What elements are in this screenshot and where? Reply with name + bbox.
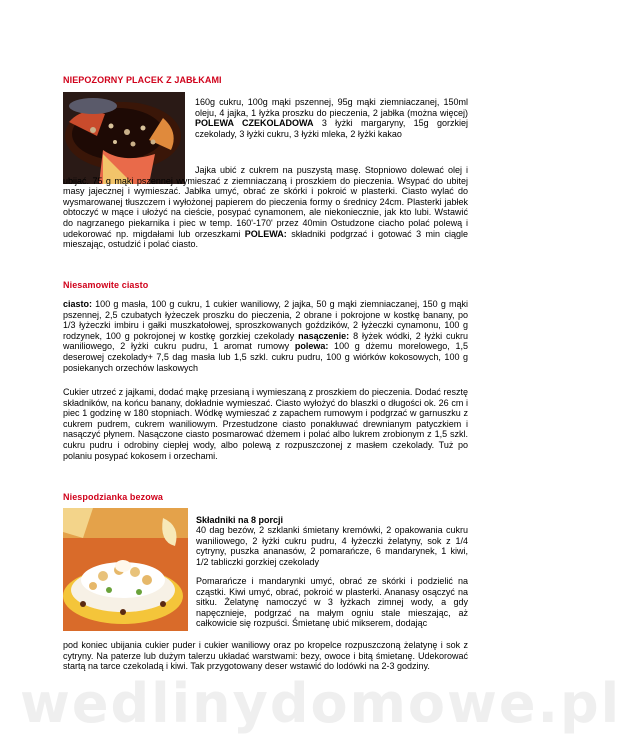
placek-ingredients-text: 160g cukru, 100g mąki pszennej, 95g mąki ziemniaczanej, 150ml oleju, 4 jajka, 1 łyżka proszku do pieczenia, 2 jabłka (można więcej) [195, 97, 468, 118]
polewa-method-label: POLEWA: [244, 228, 287, 239]
bezowa-method-right: Pomarańcze i mandarynki umyć, obrać ze skórki i podzielić na cząstki. Kiwi umyć, obrać, pokroić w plasterki. Ananasy osączyć na sitku. Żelatynę namoczyć w 3 łyżkach zimnej wody, a gdy napęcznieje, podgrzać na małym ogniu stale mieszając, aż całkowicie się rozpuści. Śmietanę ubić mikserem, dodając [196, 576, 468, 629]
polewa-text: 100 g dżemu morelowego, 1,5 deserowej czekolady+ 7,5 dag masła lub 1,5 szkl. cukru pudru, 100 g wiórków kokosowych, 100 g posiekanych orzechów laskowych [63, 341, 468, 373]
niesamowite-method: Cukier utrzeć z jajkami, dodać mąkę przesianą i wymieszaną z proszkiem do pieczenia. Dodać resztę składników, na końcu banany, dokładnie wymieszać. Ciasto wyłożyć do blaszki o długości ok. 26 cm i piec 1 godzinę w 180 stopniach. Wódkę wymieszać z zapachem rumowym i podgrzać w garnuszku z cukrem pudrem, cukrem waniliowym. Przestudzone ciasto ponakłuwać drewnianym patyczkiem i nasączyć płynem. Nasączone ciasto posmarować dżemem i polać albo lukrem zrobionym z 1,5 szkl. cukru pudru i odrobiny ciepłej wody, albo polewą z rozpuszczonej z masłem czekolady. Tuż po polaniu posypać kokosem i orzechami. [63, 387, 468, 461]
recipe-title-placek: NIEPOZORNY PLACEK Z JABŁKAMI [63, 75, 222, 85]
polewa-method-text: składniki podgrzać i gotować 3 min ciągle mieszając, ostudzić i polać ciasto. [63, 228, 468, 250]
recipe-title-niesamowite: Niesamowite ciasto [63, 280, 149, 290]
photo-meringue-dessert [63, 508, 188, 631]
polewa-label: polewa: [294, 341, 329, 352]
bezowa-method-full: pod koniec ubijania cukier puder i cukier waniliowy oraz po kropelce rozpuszczoną żelatynę i sok z cytryny. Na paterze lub dużym talerzu układać warstwami: bezy, owoce i bitą śmietanę. Udekorować startą na tarce czekoladą i kiwi. Tak przygotowany deser wstawić do lodówki na 2-3 godziny. [63, 640, 468, 672]
ciasto-text: 100 g masła, 100 g cukru, 1 cukier waniliowy, 2 jajka, 50 g mąki ziemniaczanej, 150 g mąki pszennej, 2,5 czubatych łyżeczek proszku do pieczenia, 2 obrane i pokrojone w kostkę banany, po 1/3 łyżeczki imbiru i gałki muszkatołowej, sproszkowanych goździków, 2 łyżeczki cynamonu, 100 g rodzynek, 100 g pokrojonej w kostkę gorzkiej czekolady [63, 299, 468, 341]
nasaczenie-text: 8 łyżek wódki, 2 łyżki cukru waniliowego, 2 łyżki cukru pudru, 1 aromat rumowy [63, 330, 468, 352]
recipe-title-bezowa: Niespodzianka bezowa [63, 492, 164, 502]
polewa-czekoladowa-label: POLEWA CZEKOLADOWA [195, 118, 314, 129]
watermark: wedlinydomowe.pl [20, 672, 621, 735]
placek-method-text: Jajka ubić z cukrem na puszystą masę. Stopniowo dolewać olej i ubijać. 75 g mąki pszennej wymieszać z ziemniaczaną i proszkiem do pieczenia. Wsypać do ubitej masy jajecznej i wymieszać. Jabłka umyć, obrać ze skórki i pokroić w plasterki. Ciasto wylać do wysmarowanej tłuszczem i wyłożonej papierem do pieczenia formy o średnicy 24cm. Plasterki jabłek obtoczyć w mące i ułożyć na cieście, posypać cynamonem, ale niekoniecznie, jak kto lubi. Wstawić do nagrzanego piekarnika i piec w temp. 160'-170' przez 40min Ostudzone ciacho polać polewą i udekorować np. migdałami lub orzeszkami [63, 165, 468, 239]
placek-method [63, 165, 468, 250]
ciasto-label: ciasto: [63, 299, 93, 309]
nasaczenie-label: nasączenie: [298, 330, 350, 341]
bezowa-ingredients: 40 dag bezów, 2 szklanki śmietany kremówki, 2 opakowania cukru waniliowego, 2 łyżki cukru pudru, 4 łyżeczki żelatyny, sok z 1/4 cytryny, puszka ananasów, 2 pomarańcze, 6 mandarynek, 1 kiwi, 1/2 tabliczki gorzkiej czekolady [196, 525, 468, 567]
niesamowite-ingredients [63, 299, 468, 373]
polewa-ingredients-text: 3 łyżki margaryny, 15g gorzkiej czekolady, 3 łyżki cukru, 3 łyżki mleka, 2 łyżki kakao [195, 118, 468, 139]
placek-ingredients [195, 97, 468, 139]
bezowa-portions: Składniki na 8 porcji [196, 515, 284, 525]
meringue-dessert-illustration [63, 508, 188, 631]
